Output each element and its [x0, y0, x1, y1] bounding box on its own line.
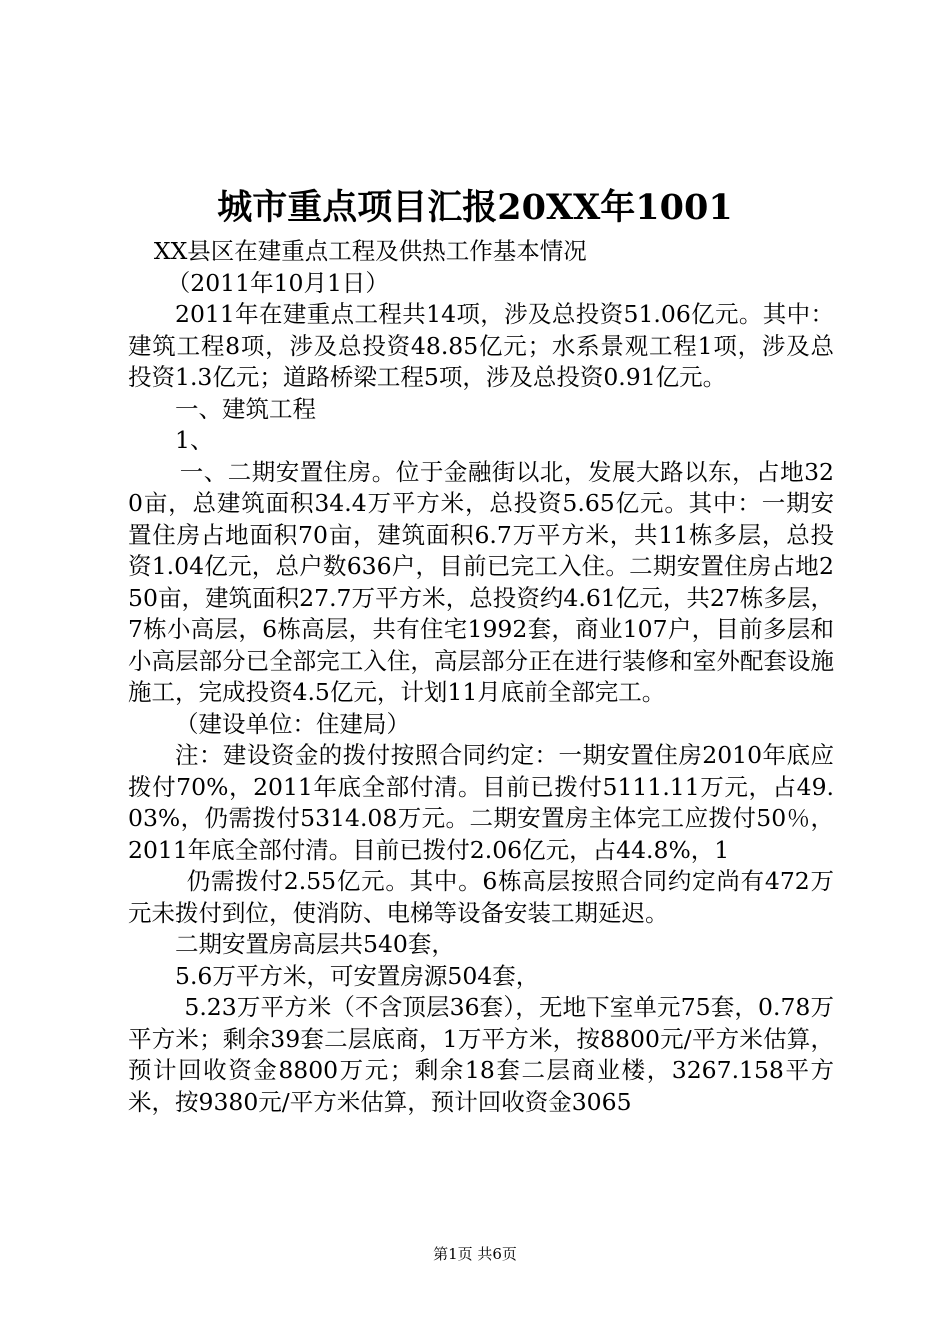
date-paragraph: （2011年10月1日） [166, 268, 389, 297]
item-number: 1、 [175, 426, 214, 454]
summary-paragraph: 2011年在建重点工程共14项，涉及总投资51.06亿元。其中：建筑工程8项，涉及总投资48.85亿元；水系景观工程1项，涉及总投资1.3亿元；道路桥梁工程5项，涉及总投资0.91亿元。 [128, 300, 834, 391]
highrise-paragraph: 二期安置房高层共540套， [175, 930, 455, 958]
section-heading: 一、建筑工程 [175, 394, 316, 423]
document-body [128, 236, 834, 1118]
builder-paragraph: （建设单位：住建局） [175, 709, 410, 738]
remaining-funds-paragraph: 仍需拨付2.55亿元。其中。6栋高层按照合同约定尚有472万元未拨付到位，使消防、电梯等设备安装工期延迟。 [128, 867, 834, 927]
commercial-paragraph: 5.23万平方米（不含顶层36套），无地下室单元75套，0.78万平方米；剩余39套二层底商，1万平方米，按8800元/平方米估算，预计回收资金8800万元；剩余18套二层商业楼，3267.158平方米，按9380元/平方米估算，预计回收资金3065 [128, 993, 834, 1116]
housing-source-paragraph: 5.6万平方米，可安置房源504套， [175, 961, 540, 990]
page-footer: 第1页 共6页 [433, 1245, 517, 1263]
document-title: 城市重点项目汇报20XX年1001 [217, 187, 733, 228]
subtitle-paragraph: XX县区在建重点工程及供热工作基本情况 [153, 237, 587, 265]
housing-paragraph: 一、二期安置住房。位于金融街以北，发展大路以东，占地320亩，总建筑面积34.4万平方米，总投资5.65亿元。其中：一期安置住房占地面积70亩，建筑面积6.7万平方米，共11栋多层，总投资1.04亿元，总户数636户，目前已完工入住。二期安置住房占地250亩，建筑面积27.7万平方米，总投资约4.61亿元，共27栋多层，7栋小高层，6栋高层，共有住宅1992套，商业107户，目前多层和小高层部分已全部完工入住，高层部分正在进行装修和室外配套设施施工，完成投资4.5亿元，计划11月底前全部完工。 [128, 457, 834, 706]
funding-note-paragraph: 注：建设资金的拨付按照合同约定：一期安置住房2010年底应拨付70%，2011年底全部付清。目前已拨付5111.11万元，占49.03%，仍需拨付5314.08万元。二期安置房主体完工应拨付50％，2011年底全部付清。目前已拨付2.06亿元，占44.8%，1 [128, 741, 834, 864]
